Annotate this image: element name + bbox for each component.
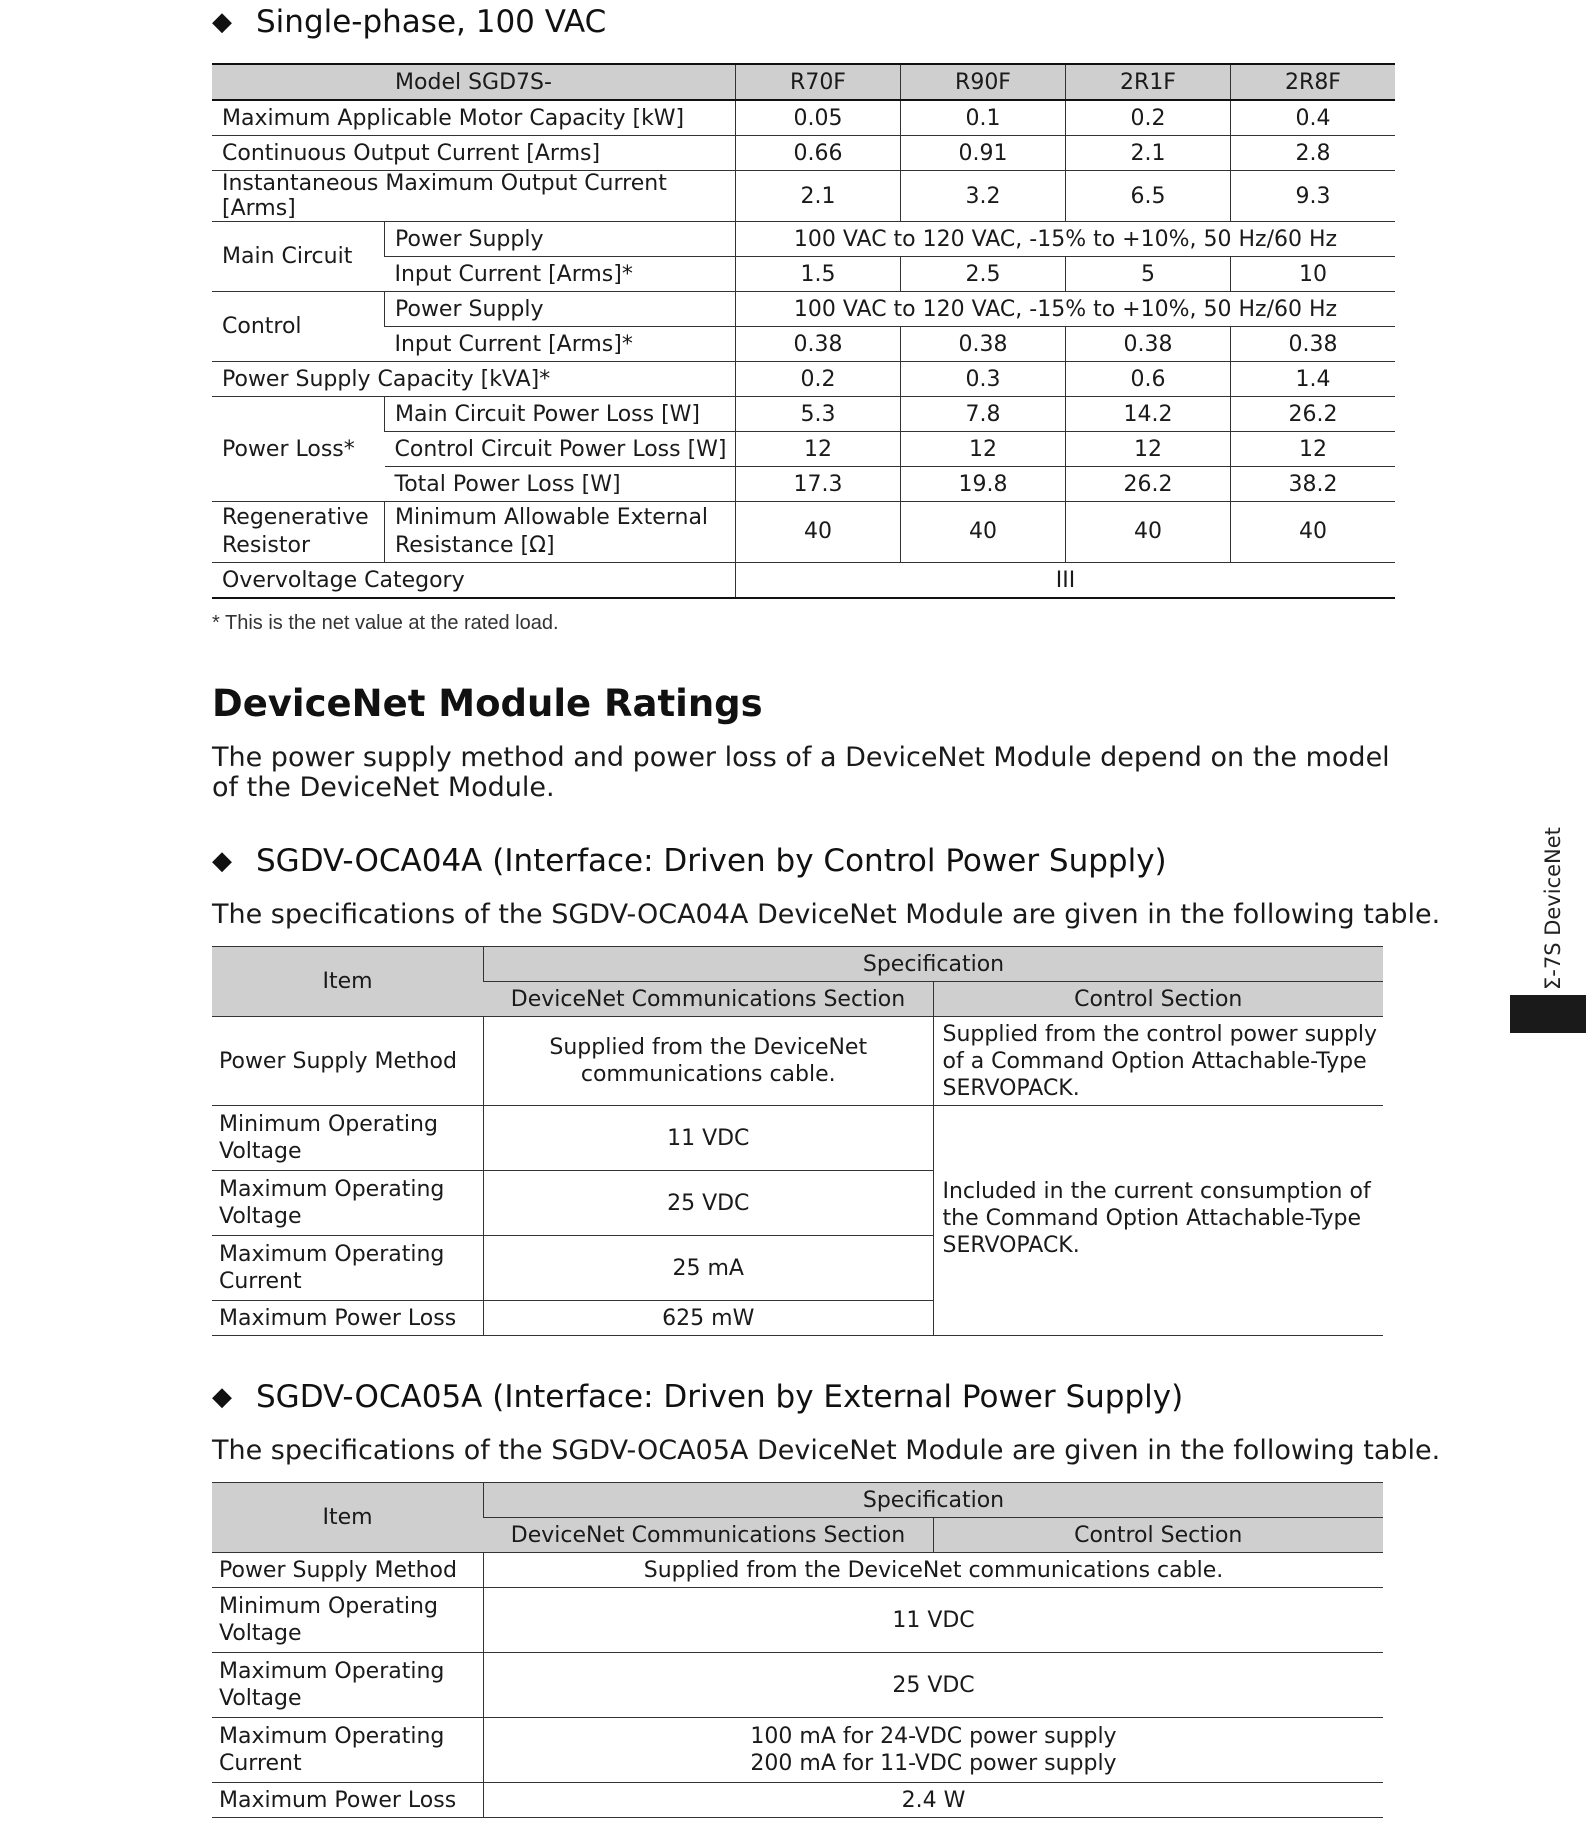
- cell-value: 0.2: [736, 362, 901, 397]
- cell-value: 2.8: [1231, 136, 1396, 171]
- group-label-power-loss: Power Loss*: [212, 397, 385, 502]
- cell-value: Supplied from the DeviceNet communications cable.: [484, 1553, 1384, 1588]
- subsection-heading-oca04a: [212, 843, 1167, 879]
- header-specification: Specification: [484, 947, 1384, 982]
- cell-value: 11 VDC: [484, 1588, 1384, 1653]
- side-tab-marker: [1510, 995, 1586, 1033]
- table-row: [212, 1718, 1383, 1783]
- spec-table-oca05a: [212, 1482, 1383, 1818]
- header-item: Item: [212, 1483, 484, 1553]
- header-control-section: Control Section: [933, 982, 1383, 1017]
- row-label: [385, 502, 736, 563]
- table-row: [212, 1553, 1383, 1588]
- diamond-bullet-icon: ◆: [212, 7, 232, 37]
- cell-value: 14.2: [1066, 397, 1231, 432]
- cell-value: 0.38: [901, 327, 1066, 362]
- cell-value: 10: [1231, 257, 1396, 292]
- row-label: Maximum Operating Current: [212, 1718, 484, 1783]
- regen-sub-line2: Resistance [Ω]: [395, 533, 555, 558]
- section-heading-single-phase: [212, 4, 606, 40]
- table-row: [212, 1106, 1383, 1171]
- cell-value: 26.2: [1066, 467, 1231, 502]
- cell-value: 40: [1066, 502, 1231, 563]
- header-control-section: Control Section: [933, 1518, 1383, 1553]
- row-label: Main Circuit Power Loss [W]: [385, 397, 736, 432]
- table-header-row: [212, 64, 1395, 100]
- row-label: Instantaneous Maximum Output Current [Arms]: [212, 171, 736, 222]
- cell-value: 2.1: [736, 171, 901, 222]
- cell-value: 100 VAC to 120 VAC, -15% to +10%, 50 Hz/60 Hz: [736, 292, 1396, 327]
- cell-value: 7.8: [901, 397, 1066, 432]
- cell-value: 0.6: [1066, 362, 1231, 397]
- cell-value: 17.3: [736, 467, 901, 502]
- row-label: Input Current [Arms]*: [385, 257, 736, 292]
- regen-label-line2: Resistor: [222, 533, 310, 558]
- header-2r1f: 2R1F: [1066, 64, 1231, 100]
- spec-table-oca04a: [212, 946, 1383, 1336]
- subsection-intro: The specifications of the SGDV-OCA05A DeviceNet Module are given in the following table.: [212, 1435, 1441, 1466]
- group-label-main-circuit: Main Circuit: [212, 222, 385, 292]
- cell-value: 0.38: [736, 327, 901, 362]
- cell-value: 1.5: [736, 257, 901, 292]
- subsection-heading-text: SGDV-OCA04A (Interface: Driven by Control Power Supply): [256, 843, 1167, 879]
- cell-value: 12: [901, 432, 1066, 467]
- cell-value: 9.3: [1231, 171, 1396, 222]
- row-label: Continuous Output Current [Arms]: [212, 136, 736, 171]
- cell-value: 100 mA for 24-VDC power supply 200 mA for 11-VDC power supply: [484, 1718, 1384, 1783]
- cell-value: 6.5: [1066, 171, 1231, 222]
- row-label: Minimum Operating Voltage: [212, 1588, 484, 1653]
- table-row: [212, 222, 1395, 257]
- table-row: [212, 1588, 1383, 1653]
- cell-value: 19.8: [901, 467, 1066, 502]
- row-label: Power Supply Method: [212, 1553, 484, 1588]
- table-row: [212, 432, 1395, 467]
- row-label: Power Supply Capacity [kVA]*: [212, 362, 736, 397]
- row-label: Power Supply: [385, 222, 736, 257]
- cell-comm: 11 VDC: [484, 1106, 934, 1171]
- regen-label-line1: Regenerative: [222, 505, 369, 530]
- header-model: Model SGD7S-: [212, 64, 736, 100]
- row-label: Total Power Loss [W]: [385, 467, 736, 502]
- header-r70f: R70F: [736, 64, 901, 100]
- table-row: [212, 100, 1395, 136]
- cell-value: 38.2: [1231, 467, 1396, 502]
- table-header-row: [212, 947, 1383, 982]
- row-label: Maximum Power Loss: [212, 1301, 484, 1336]
- table-row: [212, 292, 1395, 327]
- cell-value: 40: [736, 502, 901, 563]
- cell-value: 40: [1231, 502, 1396, 563]
- cell-value: 0.38: [1231, 327, 1396, 362]
- cell-value: 0.3: [901, 362, 1066, 397]
- table-row: [212, 362, 1395, 397]
- cell-value: 100 VAC to 120 VAC, -15% to +10%, 50 Hz/60 Hz: [736, 222, 1396, 257]
- cell-comm: 625 mW: [484, 1301, 934, 1336]
- row-label: Input Current [Arms]*: [385, 327, 736, 362]
- ratings-table-single-phase: [212, 63, 1395, 599]
- header-comm-section: DeviceNet Communications Section: [484, 982, 934, 1017]
- subsection-heading-text: SGDV-OCA05A (Interface: Driven by External Power Supply): [256, 1379, 1184, 1415]
- row-label: Minimum Operating Voltage: [212, 1106, 484, 1171]
- diamond-bullet-icon: ◆: [212, 846, 232, 876]
- row-label: Maximum Power Loss: [212, 1783, 484, 1818]
- cell-value: 0.4: [1231, 100, 1396, 136]
- cell-value: 26.2: [1231, 397, 1396, 432]
- row-label: Maximum Operating Voltage: [212, 1171, 484, 1236]
- table-row: [212, 563, 1395, 599]
- table-row: [212, 257, 1395, 292]
- cell-comm: Supplied from the DeviceNet communications cable.: [484, 1017, 934, 1106]
- cell-value: 12: [736, 432, 901, 467]
- row-label: Maximum Operating Current: [212, 1236, 484, 1301]
- cell-value: 2.5: [901, 257, 1066, 292]
- header-2r8f: 2R8F: [1231, 64, 1396, 100]
- cell-value: 0.91: [901, 136, 1066, 171]
- header-specification: Specification: [484, 1483, 1384, 1518]
- header-item: Item: [212, 947, 484, 1017]
- row-label: Maximum Operating Voltage: [212, 1653, 484, 1718]
- cell-value: 0.1: [901, 100, 1066, 136]
- cell-control: Supplied from the control power supply of a Command Option Attachable-Type SERVOPACK.: [933, 1017, 1383, 1106]
- table-row: [212, 136, 1395, 171]
- diamond-bullet-icon: ◆: [212, 1382, 232, 1412]
- cell-value: 2.1: [1066, 136, 1231, 171]
- cell-value: 0.05: [736, 100, 901, 136]
- cell-value: 5: [1066, 257, 1231, 292]
- cell-value: 25 VDC: [484, 1653, 1384, 1718]
- cell-value: 3.2: [901, 171, 1066, 222]
- table-row: [212, 502, 1395, 563]
- section-heading-text: Single-phase, 100 VAC: [256, 4, 607, 40]
- cell-value: 0.38: [1066, 327, 1231, 362]
- cell-control-merged: Included in the current consumption of the Command Option Attachable-Type SERVOPACK.: [933, 1106, 1383, 1336]
- header-comm-section: DeviceNet Communications Section: [484, 1518, 934, 1553]
- row-label: Overvoltage Category: [212, 563, 736, 599]
- table-row: [212, 1783, 1383, 1818]
- row-label: Power Supply Method: [212, 1017, 484, 1106]
- regen-sub-line1: Minimum Allowable External: [395, 505, 709, 530]
- group-label-control: Control: [212, 292, 385, 362]
- cell-value: 0.2: [1066, 100, 1231, 136]
- table-row: [212, 1653, 1383, 1718]
- side-tab-label: Σ-7S DeviceNet: [1541, 827, 1565, 990]
- row-label: Power Supply: [385, 292, 736, 327]
- subsection-heading-oca05a: [212, 1379, 1183, 1415]
- section-intro: The power supply method and power loss of a DeviceNet Module depend on the model of the DeviceNet Module.: [212, 742, 1390, 803]
- section-title: DeviceNet Module Ratings: [212, 682, 763, 725]
- table-row: [212, 1017, 1383, 1106]
- group-label-regen: [212, 502, 385, 563]
- cell-value: 2.4 W: [484, 1783, 1384, 1818]
- row-label: Control Circuit Power Loss [W]: [385, 432, 736, 467]
- cell-comm: 25 mA: [484, 1236, 934, 1301]
- cell-value: 1.4: [1231, 362, 1396, 397]
- table-row: [212, 467, 1395, 502]
- header-r90f: R90F: [901, 64, 1066, 100]
- table-row: [212, 397, 1395, 432]
- cell-value: 5.3: [736, 397, 901, 432]
- table-row: [212, 327, 1395, 362]
- cell-value: 12: [1066, 432, 1231, 467]
- cell-comm: 25 VDC: [484, 1171, 934, 1236]
- cell-value: 40: [901, 502, 1066, 563]
- footnote: * This is the net value at the rated load.: [212, 612, 559, 634]
- table-row: [212, 171, 1395, 222]
- row-label: Maximum Applicable Motor Capacity [kW]: [212, 100, 736, 136]
- cell-value: 12: [1231, 432, 1396, 467]
- cell-value: III: [736, 563, 1396, 599]
- table-header-row: [212, 1483, 1383, 1518]
- cell-value: 0.66: [736, 136, 901, 171]
- subsection-intro: The specifications of the SGDV-OCA04A DeviceNet Module are given in the following table.: [212, 899, 1441, 930]
